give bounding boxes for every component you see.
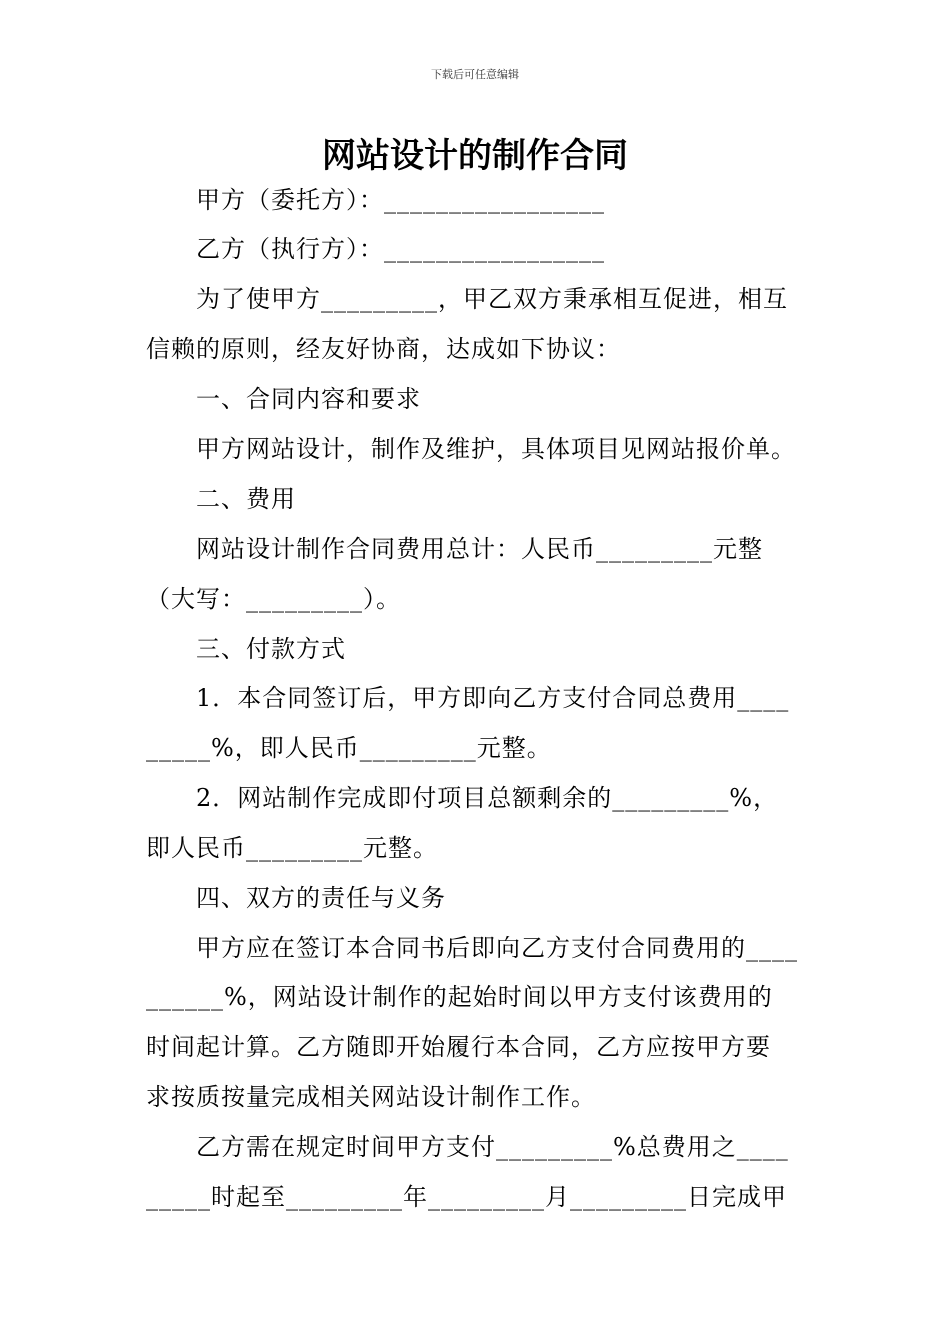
fee-uppercase-line: （大写：_________）。	[146, 585, 401, 613]
preamble-line-2: 信赖的原则，经友好协商，达成如下协议：	[146, 335, 621, 363]
deadline-paragraph-line-1: 乙方需在规定时间甲方支付_________%总费用之____	[196, 1133, 789, 1161]
deadline-paragraph-line-2: _____时起至_________年_________月_________日完成甲	[146, 1183, 787, 1211]
preamble-line-1: 为了使甲方_________，甲乙双方秉承相互促进，相互	[196, 285, 788, 313]
payment-item-2-line-2: 即人民币_________元整。	[146, 834, 438, 862]
section-2-heading: 二、费用	[196, 485, 296, 513]
duty-paragraph-line-4: 求按质按量完成相关网站设计制作工作。	[146, 1083, 596, 1111]
party-a-line: 甲方（委托方）：_________________	[196, 186, 605, 214]
duty-paragraph-line-3: 时间起计算。乙方随即开始履行本合同，乙方应按甲方要	[146, 1033, 771, 1061]
section-1-body: 甲方网站设计，制作及维护，具体项目见网站报价单。	[196, 435, 796, 463]
section-3-heading: 三、付款方式	[196, 635, 346, 663]
fee-total-line: 网站设计制作合同费用总计：人民币_________元整	[196, 535, 763, 563]
payment-item-2-line-1: 2．网站制作完成即付项目总额剩余的_________%，	[196, 784, 779, 812]
section-1-heading: 一、合同内容和要求	[196, 385, 421, 413]
document-title: 网站设计的制作合同	[322, 136, 628, 176]
party-b-line: 乙方（执行方）：_________________	[196, 235, 605, 263]
duty-paragraph-line-2: ______%，网站设计制作的起始时间以甲方支付该费用的	[146, 983, 773, 1011]
duty-paragraph-line-1: 甲方应在签订本合同书后即向乙方支付合同费用的____	[196, 934, 798, 962]
payment-item-1-line-2: _____%，即人民币_________元整。	[146, 734, 552, 762]
header-note: 下载后可任意编辑	[431, 68, 519, 81]
payment-item-1-line-1: 1．本合同签订后，甲方即向乙方支付合同总费用____	[196, 684, 790, 712]
section-4-heading: 四、双方的责任与义务	[196, 884, 446, 912]
